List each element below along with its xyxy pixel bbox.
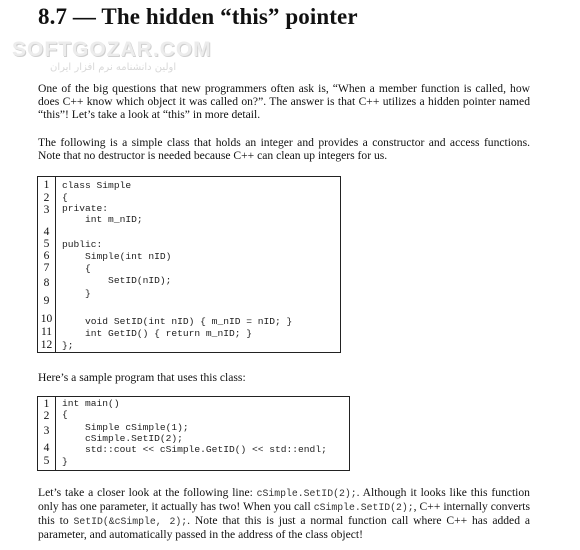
line-number: 7 xyxy=(43,262,50,274)
sample-program-paragraph: Here’s a sample program that uses this class: xyxy=(38,371,246,384)
code-listing-simple-class xyxy=(37,176,341,353)
paragraph-text: , C++ internally converts this to xyxy=(38,500,531,527)
code-line: private: xyxy=(62,203,109,214)
intro-paragraph: One of the big questions that new programmers often ask is, “When a member function is called, how does C++ know which object it was called on?”. The answer is that C++ utilizes a hidden pointer named “this”! Let’s take a look at “this” in more detail. xyxy=(38,82,530,121)
paragraph-text: Let’s take a closer look at the following line: xyxy=(38,486,257,499)
inline-code: cSimple.SetID(2); xyxy=(256,488,357,499)
inline-code: cSimple.SetID(2); xyxy=(313,502,414,513)
code-line: class Simple xyxy=(62,180,132,191)
line-number: 5 xyxy=(43,455,50,467)
line-number: 1 xyxy=(43,179,50,191)
line-number: 6 xyxy=(43,250,50,262)
line-number: 9 xyxy=(43,295,50,307)
line-number: 5 xyxy=(43,238,50,250)
line-number: 8 xyxy=(43,277,50,289)
code-line: }; xyxy=(62,340,74,351)
section-heading: 8.7 — The hidden “this” pointer xyxy=(38,4,358,29)
line-number: 4 xyxy=(43,226,50,238)
line-number: 11 xyxy=(40,326,53,338)
watermark-tagline: اولین دانشنامه نرم افزار ایران xyxy=(50,62,177,73)
code-line: SetID(nID); xyxy=(62,275,172,286)
code-line: } xyxy=(62,456,68,467)
simple-class-paragraph: The following is a simple class that holds an integer and provides a constructor and access functions. Note that no destructor is needed because C++ can clean up integers for us. xyxy=(38,136,530,162)
code-listing-main xyxy=(37,396,350,471)
watermark-brand: SOFTGOZAR.COM xyxy=(12,38,212,61)
code-line: Simple cSimple(1); xyxy=(62,422,189,433)
line-number: 2 xyxy=(43,192,50,204)
inline-code: SetID(&cSimple, 2); xyxy=(73,516,188,527)
code-line: void SetID(int nID) { m_nID = nID; } xyxy=(62,316,293,327)
line-number: 12 xyxy=(40,339,53,351)
line-number: 3 xyxy=(43,425,50,437)
line-number: 2 xyxy=(43,410,50,422)
paragraph-text: . Note that this is just a normal function call where C++ has added a parameter, and automatically passed in the address of the class object! xyxy=(38,514,531,541)
line-number: 4 xyxy=(43,442,50,454)
line-number: 1 xyxy=(43,398,50,410)
code-line: { xyxy=(62,409,68,420)
code-line: { xyxy=(62,263,91,274)
code-line: { xyxy=(62,192,68,203)
closer-look-paragraph xyxy=(38,486,530,541)
code-line: Simple(int nID) xyxy=(62,251,172,262)
code-line: int GetID() { return m_nID; } xyxy=(62,328,252,339)
code-line: int main() xyxy=(62,398,120,409)
code-line: std::cout << cSimple.GetID() << std::endl; xyxy=(62,444,327,455)
code-line: public: xyxy=(62,239,103,250)
code-line: int m_nID; xyxy=(62,214,143,225)
code-line: cSimple.SetID(2); xyxy=(62,433,183,444)
line-number: 10 xyxy=(40,313,53,325)
code-line: } xyxy=(62,288,91,299)
line-number: 3 xyxy=(43,204,50,216)
paragraph-text: . Although it looks like this function only has one parameter, it actually has two! When you call xyxy=(38,486,530,513)
